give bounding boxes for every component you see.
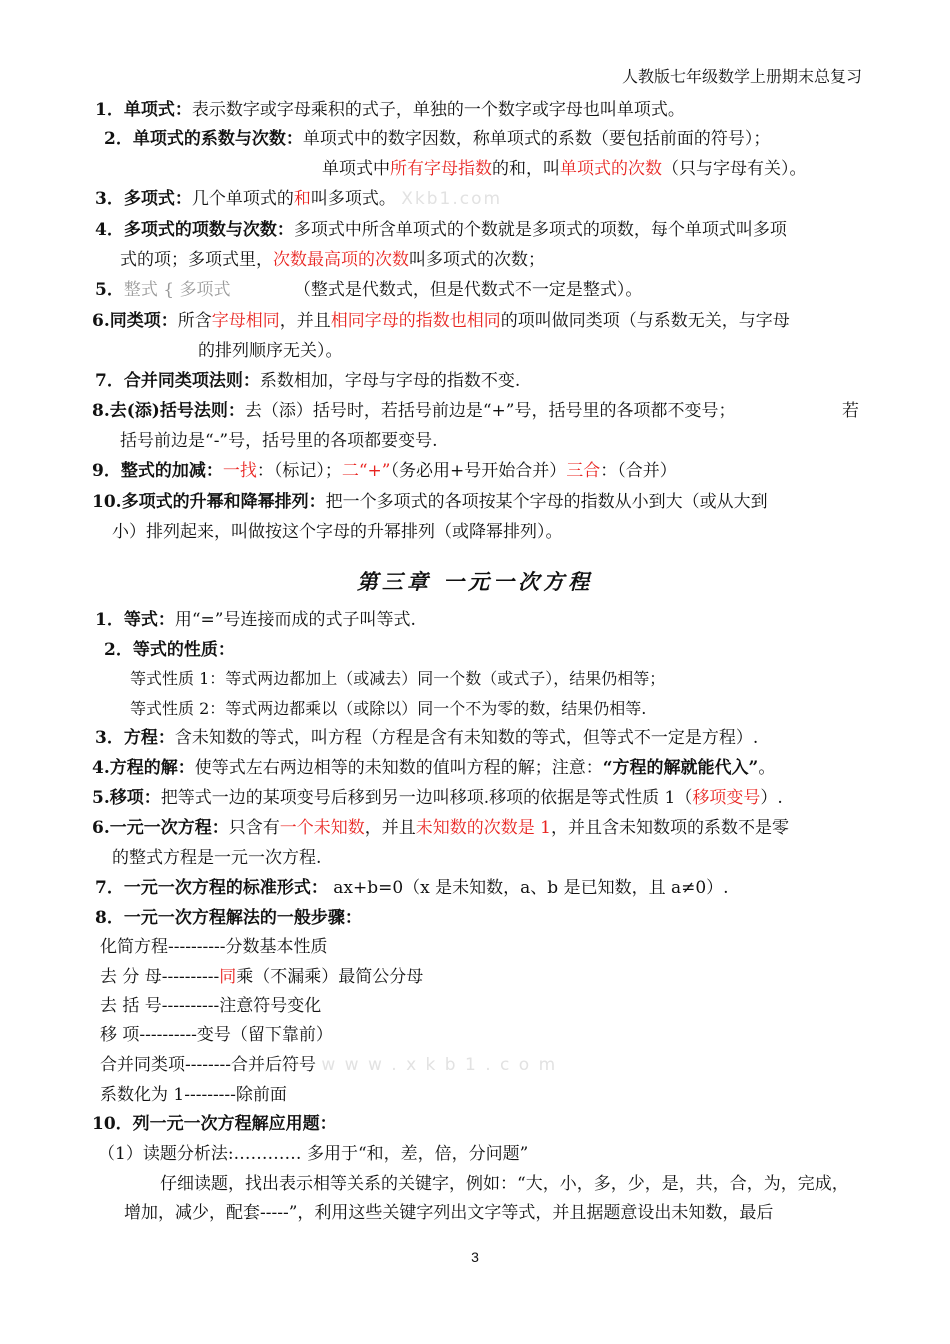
item-solution: 4.方程的解：使等式左右两边相等的未知数的值叫方程的解；注意：“方程的解就能代入”。	[92, 758, 776, 778]
item-bracket-rule-right: 若	[842, 401, 859, 421]
page-header: 人教版七年级数学上册期末总复习	[621, 67, 862, 86]
item-ordering: 10.多项式的升幂和降幂排列：把一个多项式的各项按某个字母的指数从小到大（或从大到	[92, 492, 768, 512]
item-monomial-coef-degree: 2．单项式的系数与次数：单项式中的数字因数，称单项式的系数（要包括前面的符号）；	[104, 129, 771, 149]
item-equation-prop1: 等式性质 1：等式两边都加上（或减去）同一个数（或式子），结果仍相等；	[130, 669, 666, 688]
item-monomial-degree-cont: 单项式中所有字母指数的和，叫单项式的次数（只与字母有关）。	[322, 159, 807, 179]
item-transposition: 5.移项：把等式一边的某项变号后移到另一边叫移项.移项的依据是等式性质 1（移项变号）.	[92, 788, 783, 808]
item-fangcheng: 3．方程：含未知数的等式，叫方程（方程是含有未知数的等式，但等式不一定是方程）.	[95, 728, 759, 748]
step-transpose: 移 项----------变号（留下靠前）	[100, 1025, 333, 1045]
watermark: w w w . x k b 1 . c o m	[321, 1055, 558, 1075]
item-linear-equation-cont: 的整式方程是一元一次方程.	[112, 848, 322, 868]
item-ordering-cont: 小）排列起来，叫做按这个字母的升幂排列（或降幂排列）。	[112, 522, 563, 542]
page-number: 3	[471, 1249, 479, 1265]
item-equation-props: 2．等式的性质：	[104, 640, 235, 660]
step-brackets: 去 括 号----------注意符号变化	[100, 996, 322, 1016]
item-linear-equation: 6.一元一次方程：只含有一个未知数，并且未知数的次数是 1，并且含未知数项的系数不是零	[92, 818, 789, 838]
item-standard-form: 7．一元一次方程的标准形式： ax+b=0（x 是未知数，a、b 是已知数，且 a≠0）.	[95, 878, 729, 898]
chapter-title: 第三章 一元一次方程	[356, 569, 594, 594]
item-like-terms-cont: 的排列顺序无关）。	[198, 341, 343, 361]
method-reading-desc: 仔细读题，找出表示相等关系的关键字，例如：“大，小，多，少，是，共，合，为，完成，	[160, 1174, 849, 1194]
step-coefficient: 系数化为 1---------除前面	[100, 1085, 287, 1105]
item-polynomial: 3．多项式：几个单项式的和叫多项式。 Xkb1.com	[95, 189, 503, 209]
item-bracket-rule: 8.去(添)括号法则：去（添）括号时，若括号前边是“+”号，括号里的各项都不变号；	[92, 401, 736, 421]
item-polynomial-terms-cont: 式的项；多项式里，次数最高项的次数叫多项式的次数；	[120, 250, 545, 270]
item-equation-prop2: 等式性质 2：等式两边都乘以（或除以）同一个不为零的数，结果仍相等.	[130, 699, 647, 718]
step-simplify: 化简方程----------分数基本性质	[100, 937, 328, 957]
item-integral-expression: 5．整式 { 多项式 （整式是代数式，但是代数式不一定是整式）。	[95, 280, 643, 300]
item-polynomial-terms: 4．多项式的项数与次数：多项式中所含单项式的个数就是多项式的项数，每个单项式叫多项	[95, 220, 787, 240]
item-add-subtract: 9．整式的加减：一找：（标记）；二“+”（务必用+号开始合并）三合：（合并）	[92, 461, 677, 481]
method-reading-desc-cont: 增加，减少，配套-----”，利用这些关键字列出文字等式，并且据题意设出未知数，最后	[124, 1203, 774, 1223]
watermark: Xkb1.com	[401, 189, 503, 209]
item-bracket-rule-cont: 括号前边是“-”号，括号里的各项都要变号.	[120, 431, 438, 451]
step-denominator: 去 分 母----------同乘（不漏乘）最简公分母	[100, 967, 424, 987]
item-monomial: 1．单项式：表示数字或字母乘积的式子，单独的一个数字或字母也叫单项式。	[95, 100, 685, 120]
item-combine-rule: 7．合并同类项法则：系数相加，字母与字母的指数不变.	[95, 371, 521, 391]
method-reading: （1）读题分析法:………… 多用于“和，差，倍，分问题”	[98, 1144, 529, 1164]
item-like-terms: 6.同类项：所含字母相同，并且相同字母的指数也相同的项叫做同类项（与系数无关，与字母	[92, 311, 790, 331]
term: 单项式：	[123, 100, 192, 120]
item-solve-steps: 8．一元一次方程解法的一般步骤：	[95, 908, 362, 928]
garbled-formula: 整式 { 多项式	[123, 280, 231, 300]
item-word-problems: 10．列一元一次方程解应用题：	[92, 1114, 337, 1134]
item-equation-def: 1．等式：用“=”号连接而成的式子叫等式.	[95, 610, 416, 630]
step-combine: 合并同类项--------合并后符号 w w w . x k b 1 . c o m	[100, 1055, 558, 1075]
